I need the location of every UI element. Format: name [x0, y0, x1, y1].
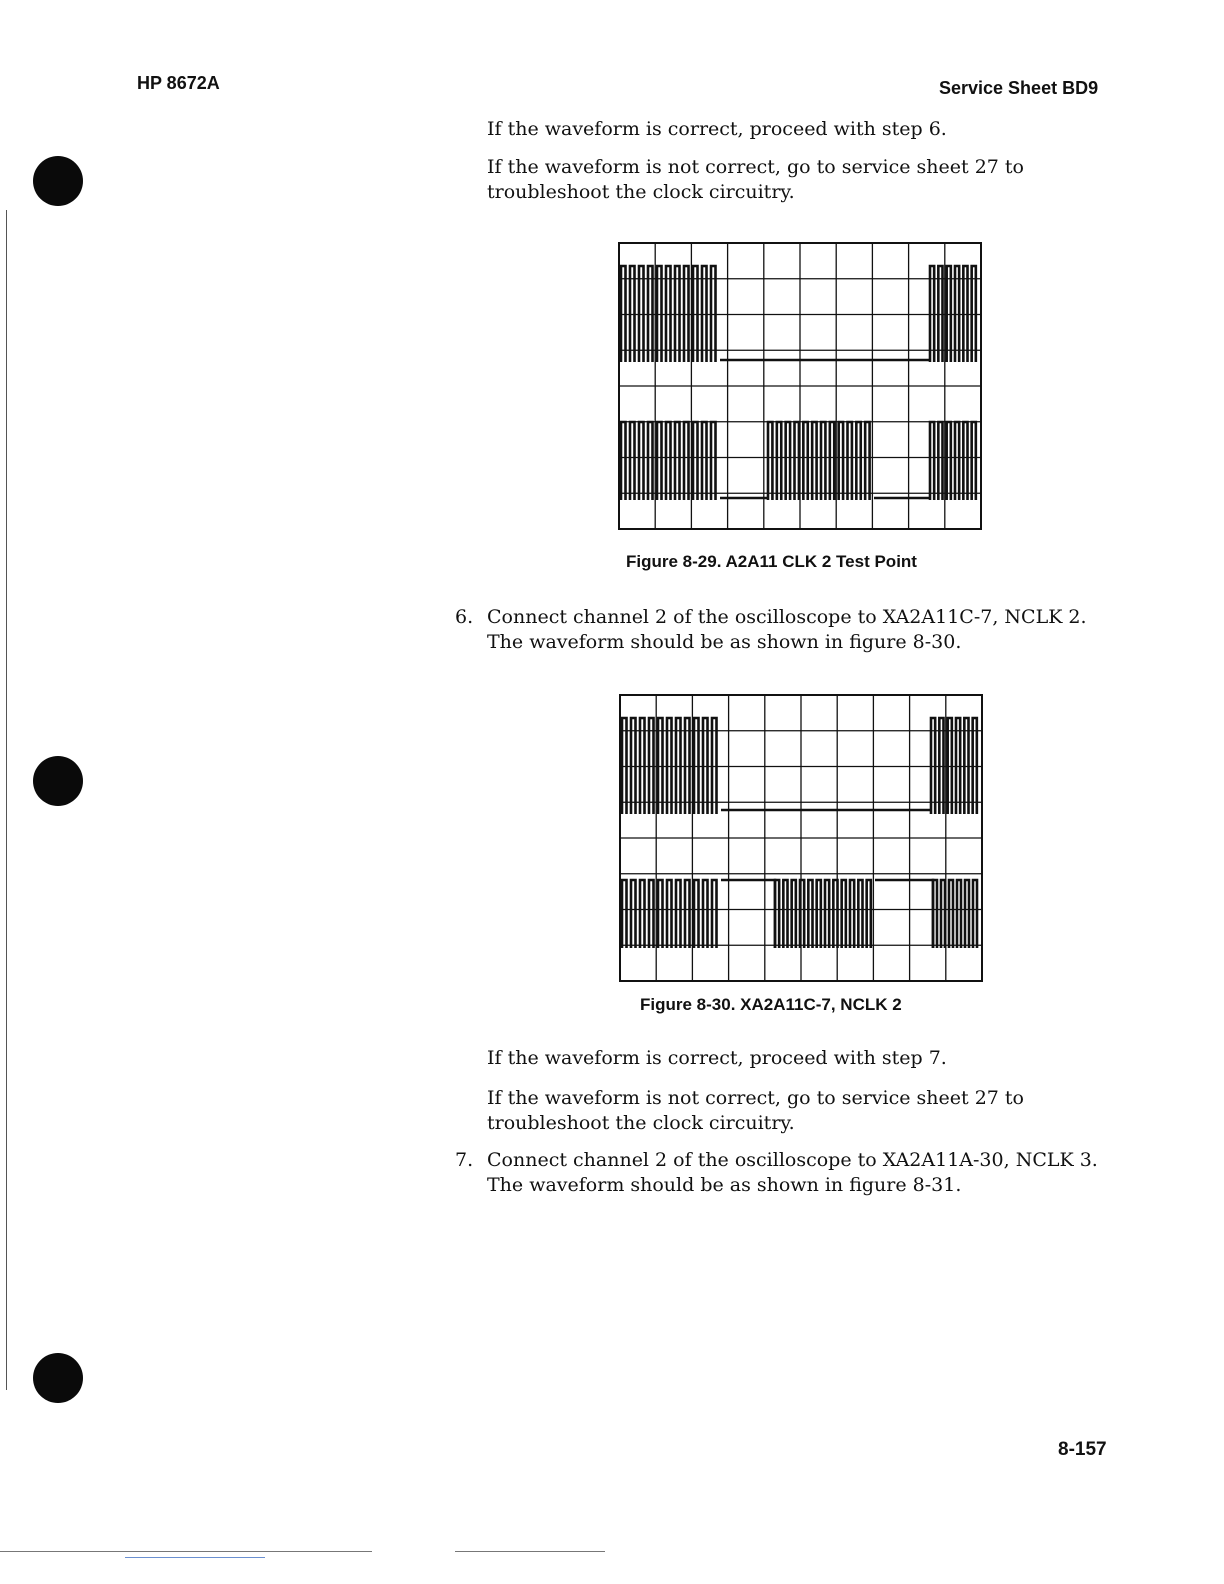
binder-hole-top	[33, 156, 83, 206]
step-text	[487, 605, 1127, 655]
figure-caption: Figure 8-30. XA2A11C-7, NCLK 2	[640, 995, 902, 1014]
oscilloscope-screen	[618, 242, 982, 530]
scan-artifact-line	[455, 1551, 605, 1552]
step-number: 7.	[455, 1149, 474, 1171]
oscilloscope-screen	[619, 694, 983, 982]
step-line: The waveform should be as shown in figure 8-30.	[487, 631, 962, 653]
scan-artifact-line	[0, 1551, 372, 1552]
paragraph-not-correct-2	[487, 1086, 1127, 1136]
oscilloscope-figure-8-29	[618, 242, 982, 530]
paragraph-correct-step6: If the waveform is correct, proceed with step 6.	[487, 118, 947, 140]
binder-hole-middle	[33, 756, 83, 806]
scan-artifact-line	[125, 1557, 265, 1558]
step-text	[487, 1148, 1127, 1198]
binder-hole-bottom	[33, 1353, 83, 1403]
scan-margin-line	[6, 210, 7, 1390]
paragraph-not-correct-1	[487, 155, 1127, 205]
step-line: The waveform should be as shown in figure 8-31.	[487, 1174, 962, 1196]
step-number: 6.	[455, 606, 474, 628]
paragraph-line: If the waveform is not correct, go to service sheet 27 to	[487, 1087, 1024, 1109]
manual-title: HP 8672A	[137, 73, 220, 93]
oscilloscope-figure-8-30	[619, 694, 983, 982]
step-line: Connect channel 2 of the oscilloscope to XA2A11A-30, NCLK 3.	[487, 1149, 1098, 1171]
paragraph-line: If the waveform is not correct, go to service sheet 27 to	[487, 156, 1024, 178]
section-title: Service Sheet BD9	[939, 78, 1099, 98]
step-line: Connect channel 2 of the oscilloscope to XA2A11C-7, NCLK 2.	[487, 606, 1087, 628]
figure-caption: Figure 8-29. A2A11 CLK 2 Test Point	[626, 552, 917, 571]
paragraph-line: troubleshoot the clock circuitry.	[487, 1112, 795, 1134]
paragraph-line: troubleshoot the clock circuitry.	[487, 181, 795, 203]
page-number: 8-157	[1058, 1439, 1107, 1460]
paragraph-correct-step7: If the waveform is correct, proceed with step 7.	[487, 1047, 947, 1069]
